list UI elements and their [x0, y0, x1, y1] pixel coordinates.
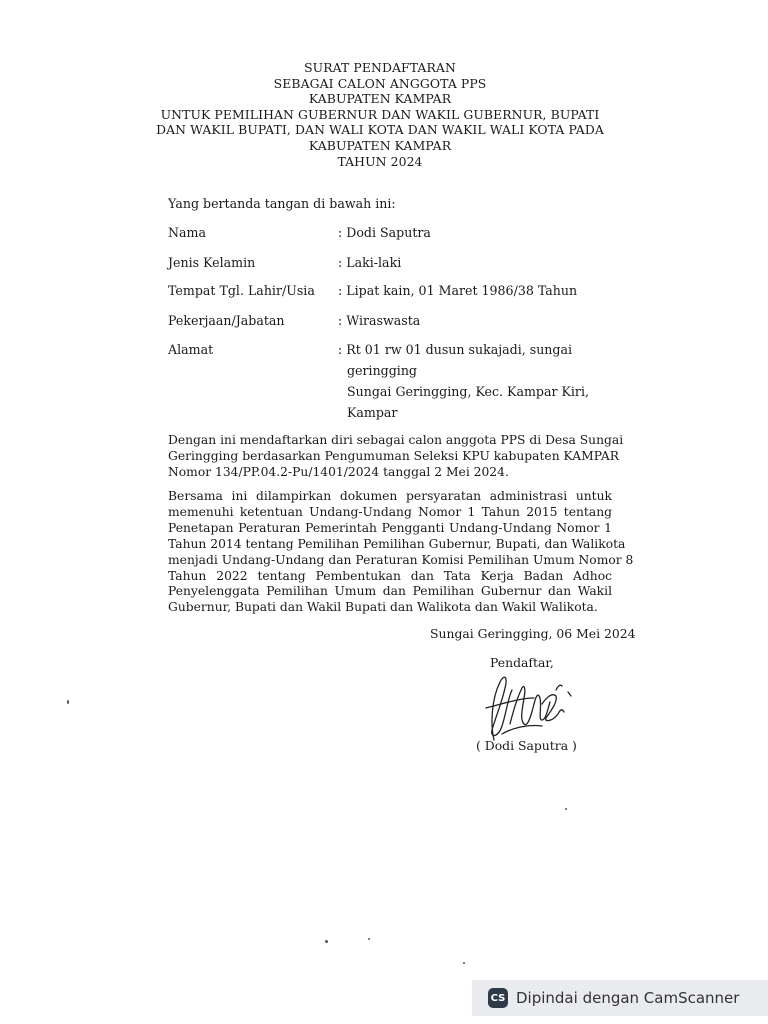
signer-name: ( Dodi Saputra )	[476, 738, 577, 753]
field-label: Alamat	[168, 342, 214, 357]
camscanner-watermark	[472, 980, 768, 1016]
intro-text: Yang bertanda tangan di bawah ini:	[168, 196, 396, 211]
field-value: : Dodi Saputra	[338, 225, 431, 240]
handwritten-signature	[472, 668, 582, 748]
field-gender	[168, 252, 598, 273]
scan-speck	[67, 700, 69, 704]
scan-speck	[463, 962, 465, 964]
heading-line: SURAT PENDAFTARAN	[304, 60, 456, 75]
letter-heading	[150, 60, 610, 169]
paragraph-line: Penyelenggata Pemilihan Umum dan Pemilihan Gubernur dan Wakil	[168, 584, 612, 599]
signer-role: Pendaftar,	[490, 655, 554, 670]
paragraph-registration	[168, 433, 624, 481]
field-label: Tempat Tgl. Lahir/Usia	[168, 283, 315, 298]
paragraph-line: Dengan ini mendaftarkan diri sebagai calon anggota PPS di Desa Sungai	[168, 433, 624, 447]
scan-speck	[565, 808, 567, 810]
paragraph-line: Bersama ini dilampirkan dokumen persyaratan administrasi untuk	[168, 489, 612, 503]
scan-speck	[368, 938, 370, 940]
paragraph-line: Tahun 2022 tentang Pembentukan dan Tata Kerja Badan Adhoc	[168, 568, 612, 583]
address-continuation	[347, 360, 607, 423]
heading-line: KABUPATEN KAMPAR	[308, 91, 452, 107]
field-value: : Wiraswasta	[338, 313, 421, 328]
field-value: : Rt 01 rw 01 dusun sukajadi, sungai	[338, 342, 573, 357]
scan-speck	[325, 940, 328, 943]
field-label: Jenis Kelamin	[168, 255, 256, 270]
heading-line: TAHUN 2024	[337, 153, 423, 169]
heading-line: KABUPATEN KAMPAR	[308, 137, 452, 153]
watermark-label: Dipindai dengan CamScanner	[516, 989, 740, 1007]
field-birth	[168, 280, 598, 301]
paragraph-line: menjadi Undang-Undang dan Peraturan Komisi Pemilihan Umum Nomor 8	[168, 552, 634, 567]
paragraph-line: Penetapan Peraturan Pemerintah Pengganti Undang-Undang Nomor 1	[168, 520, 612, 535]
address-line: geringging	[347, 363, 417, 378]
address-line: Sungai Geringging, Kec. Kampar Kiri,	[347, 384, 589, 399]
paragraph-line: Tahun 2014 tentang Pemilihan Pemilihan Gubernur, Bupati, dan Walikota	[168, 536, 626, 551]
heading-line: SEBAGAI CALON ANGGOTA PPS	[273, 75, 487, 91]
paragraph-line: Nomor 134/PP.04.2-Pu/1401/2024 tanggal 2 Mei 2024.	[168, 464, 509, 479]
field-value: : Laki-laki	[338, 255, 402, 270]
field-label: Nama	[168, 225, 206, 240]
heading-line: UNTUK PEMILIHAN GUBERNUR DAN WAKIL GUBERNUR, BUPATI	[160, 106, 600, 122]
heading-line: DAN WAKIL BUPATI, DAN WALI KOTA DAN WAKIL WALI KOTA PADA	[156, 122, 604, 138]
place-date: Sungai Geringging, 06 Mei 2024	[430, 626, 636, 641]
camscanner-logo-icon: CS	[488, 988, 508, 1008]
paragraph-line: memenuhi ketentuan Undang-Undang Nomor 1 Tahun 2015 tentang	[168, 504, 612, 519]
field-label: Pekerjaan/Jabatan	[168, 313, 285, 328]
paragraph-line: Geringging berdasarkan Pengumuman Seleksi KPU kabupaten KAMPAR	[168, 448, 619, 463]
address-line: Kampar	[347, 405, 398, 420]
field-occupation	[168, 310, 598, 331]
field-address	[168, 339, 598, 360]
field-name	[168, 222, 598, 243]
field-value: : Lipat kain, 01 Maret 1986/38 Tahun	[338, 283, 578, 298]
paragraph-line: Gubernur, Bupati dan Wakil Bupati dan Walikota dan Wakil Walikota.	[168, 600, 598, 615]
paragraph-attachments	[168, 489, 634, 616]
